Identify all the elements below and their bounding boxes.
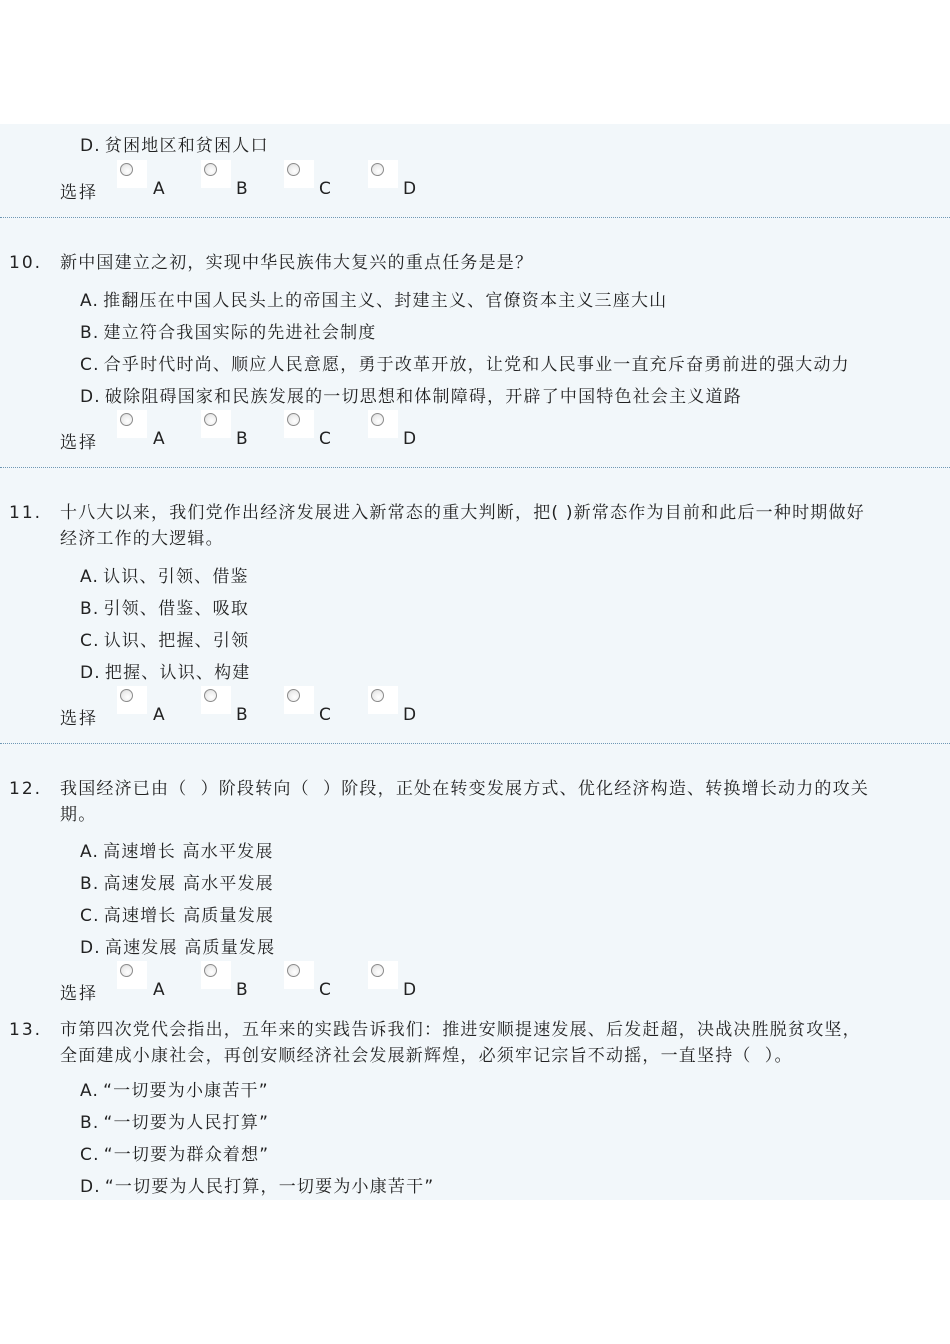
q11-radio-b[interactable]: [204, 689, 217, 702]
question-11-option-a: A. 认识、引领、借鉴: [80, 567, 249, 587]
q10-choice-c-label[interactable]: C: [319, 429, 331, 449]
question-11-choice-row: [0, 686, 950, 730]
question-text: 十八大以来，我们党作出经济发展进入新常态的重大判断，把( )新常态作为目前和此后一种时期做好 经济工作的大逻辑。: [60, 503, 865, 549]
question-text: 新中国建立之初，实现中华民族伟大复兴的重点任务是是？: [60, 253, 534, 273]
q9-choice-c-label[interactable]: C: [319, 179, 331, 199]
question-11-option-d: D. 把握、认识、构建: [80, 663, 251, 683]
q10-radio-a-wrap: [117, 410, 147, 438]
question-divider: [0, 743, 950, 744]
q9-radio-b[interactable]: [204, 163, 217, 176]
question-12-option-b: B. 高速发展 高水平发展: [80, 874, 274, 894]
q10-choice-b-label[interactable]: B: [236, 429, 248, 449]
choose-label: 选择: [60, 984, 98, 1004]
q10-radio-d[interactable]: [371, 413, 384, 426]
q11-radio-d[interactable]: [371, 689, 384, 702]
question-13-option-c: C. “一切要为群众着想”: [80, 1145, 270, 1165]
question-13-option-b: B. “一切要为人民打算”: [80, 1113, 270, 1133]
q11-radio-d-wrap: [368, 686, 398, 714]
q12-choice-b-label[interactable]: B: [236, 980, 248, 1000]
question-9-choice-row: [0, 160, 950, 204]
q11-choice-d-label[interactable]: D: [403, 705, 417, 725]
question-13-option-d: D. “一切要为人民打算，一切要为小康苦干”: [80, 1177, 435, 1197]
question-10-option-d: D. 破除阻碍国家和民族发展的一切思想和体制障碍，开辟了中国特色社会主义道路: [80, 387, 742, 407]
choose-label: 选择: [60, 433, 98, 453]
question-number: 11.: [9, 503, 43, 523]
quiz-page: [0, 124, 950, 1200]
q11-radio-a[interactable]: [120, 689, 133, 702]
question-12-option-d: D. 高速发展 高质量发展: [80, 938, 276, 958]
question-number: 13.: [9, 1020, 43, 1040]
q11-choice-c-label[interactable]: C: [319, 705, 331, 725]
q12-radio-d-wrap: [368, 961, 398, 989]
question-11-option-b: B. 引领、借鉴、吸取: [80, 599, 250, 619]
question-12-option-a: A. 高速增长 高水平发展: [80, 842, 274, 862]
question-text: 市第四次党代会指出，五年来的实践告诉我们：推进安顺提速发展、后发赶超，决战决胜脱贫攻坚， 全面建成小康社会，再创安顺经济社会发展新辉煌，必须牢记宗旨不动摇，一直坚持（ ）。: [60, 1020, 861, 1066]
q11-radio-c[interactable]: [287, 689, 300, 702]
q11-radio-a-wrap: [117, 686, 147, 714]
q9-radio-d[interactable]: [371, 163, 384, 176]
q12-radio-a[interactable]: [120, 964, 133, 977]
q10-choice-a-label[interactable]: A: [153, 429, 165, 449]
question-divider: [0, 217, 950, 218]
q9-choice-d-label[interactable]: D: [403, 179, 417, 199]
question-text: 我国经济已由（ ）阶段转向（ ）阶段，正处在转变发展方式、优化经济构造、转换增长动力的攻关 期。: [60, 779, 870, 825]
q10-radio-d-wrap: [368, 410, 398, 438]
q12-radio-a-wrap: [117, 961, 147, 989]
question-10-choice-row: [0, 410, 950, 454]
question-number: 12.: [9, 779, 43, 799]
q12-choice-c-label[interactable]: C: [319, 980, 331, 1000]
question-number: 10.: [9, 253, 43, 273]
question-12-option-c: C. 高速增长 高质量发展: [80, 906, 275, 926]
q12-radio-b-wrap: [201, 961, 231, 989]
q11-radio-c-wrap: [284, 686, 314, 714]
question-10-option-b: B. 建立符合我国实际的先进社会制度: [80, 323, 377, 343]
q10-radio-c-wrap: [284, 410, 314, 438]
q12-radio-c-wrap: [284, 961, 314, 989]
q9-choice-a-label[interactable]: A: [153, 179, 165, 199]
q12-radio-d[interactable]: [371, 964, 384, 977]
q12-choice-d-label[interactable]: D: [403, 980, 417, 1000]
q12-choice-a-label[interactable]: A: [153, 980, 165, 1000]
q9-radio-b-wrap: [201, 160, 231, 188]
q10-radio-b-wrap: [201, 410, 231, 438]
question-10-option-a: A. 推翻压在中国人民头上的帝国主义、封建主义、官僚资本主义三座大山: [80, 291, 668, 311]
choose-label: 选择: [60, 709, 98, 729]
question-divider: [0, 467, 950, 468]
q10-choice-d-label[interactable]: D: [403, 429, 417, 449]
q11-choice-b-label[interactable]: B: [236, 705, 248, 725]
question-9-option-d: D. 贫困地区和贫困人口: [80, 136, 269, 156]
question-12-choice-row: [0, 961, 950, 1005]
choose-label: 选择: [60, 183, 98, 203]
q11-radio-b-wrap: [201, 686, 231, 714]
q9-radio-a-wrap: [117, 160, 147, 188]
question-10-option-c: C. 合乎时代时尚、顺应人民意愿，勇于改革开放，让党和人民事业一直充斥奋勇前进的强大动力: [80, 355, 850, 375]
question-13-option-a: A. “一切要为小康苦干”: [80, 1081, 269, 1101]
q10-radio-b[interactable]: [204, 413, 217, 426]
q9-radio-a[interactable]: [120, 163, 133, 176]
q10-radio-a[interactable]: [120, 413, 133, 426]
q11-choice-a-label[interactable]: A: [153, 705, 165, 725]
q9-radio-d-wrap: [368, 160, 398, 188]
q12-radio-c[interactable]: [287, 964, 300, 977]
q10-radio-c[interactable]: [287, 413, 300, 426]
q12-radio-b[interactable]: [204, 964, 217, 977]
q9-radio-c[interactable]: [287, 163, 300, 176]
question-11-option-c: C. 认识、把握、引领: [80, 631, 250, 651]
q9-choice-b-label[interactable]: B: [236, 179, 248, 199]
q9-radio-c-wrap: [284, 160, 314, 188]
